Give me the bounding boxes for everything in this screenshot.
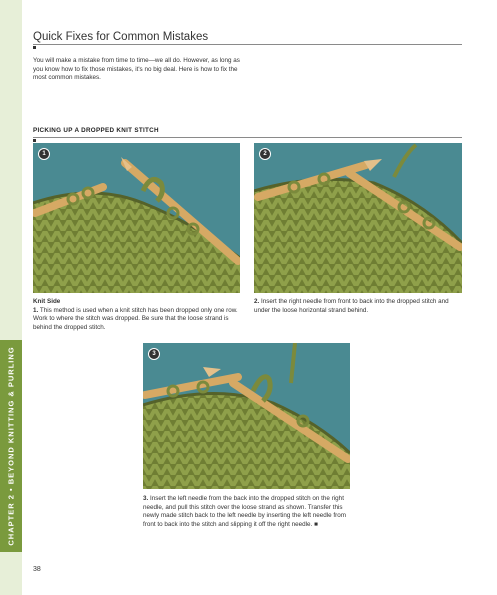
page-title: Quick Fixes for Common Mistakes — [33, 31, 209, 43]
knitting-illustration-1 — [33, 143, 240, 293]
intro-text: You will make a mistake from time to time—we all do. However, as long as you know how to fix those mistakes, it's no big deal. Here is how to fix the most common mistakes. — [33, 57, 240, 82]
section-heading: PICKING UP A DROPPED KNIT STITCH — [33, 127, 159, 134]
knitting-illustration-3 — [143, 343, 350, 489]
page-number: 38 — [33, 566, 41, 573]
step-3-caption — [143, 495, 350, 529]
step-3-number-badge: 3 — [148, 348, 160, 360]
title-rule — [33, 44, 462, 45]
step-3-text: Insert the left needle from the back into the dropped stitch on the right needle, and pull this stitch over the loose strand as shown. Transfer this newly made stitch back to the left needle by inserting the left needle from front to back into the stitch and slipping it off the right needle. — [143, 495, 347, 528]
step-1-caption — [33, 298, 239, 332]
step-1-subhead: Knit Side — [33, 298, 61, 305]
rule-dot — [33, 139, 36, 142]
section-rule — [33, 137, 462, 138]
step-2-number-badge: 2 — [259, 148, 271, 160]
step-1-text: This method is used when a knit stitch has been dropped only one row. Work to where the stitch was dropped. Be sure that the loose strand is behind the dropped stitch. — [33, 306, 238, 331]
rule-dot — [33, 46, 36, 49]
chapter-label: CHAPTER 2 • BEYOND KNITTING & PURLING — [6, 346, 16, 546]
knitting-illustration-2 — [254, 143, 462, 293]
step-3-photo — [143, 343, 350, 489]
step-2-caption — [254, 298, 462, 315]
step-1-photo — [33, 143, 240, 293]
step-2-text: Insert the right needle from front to back into the dropped stitch and under the loose horizontal strand behind. — [254, 298, 449, 314]
end-mark-icon: ■ — [314, 520, 318, 528]
step-3-label: 3. — [143, 495, 149, 502]
step-2-photo — [254, 143, 462, 293]
step-1-number-badge: 1 — [38, 148, 50, 160]
step-2-label: 2. — [254, 298, 260, 305]
step-1-label: 1. — [33, 306, 39, 314]
